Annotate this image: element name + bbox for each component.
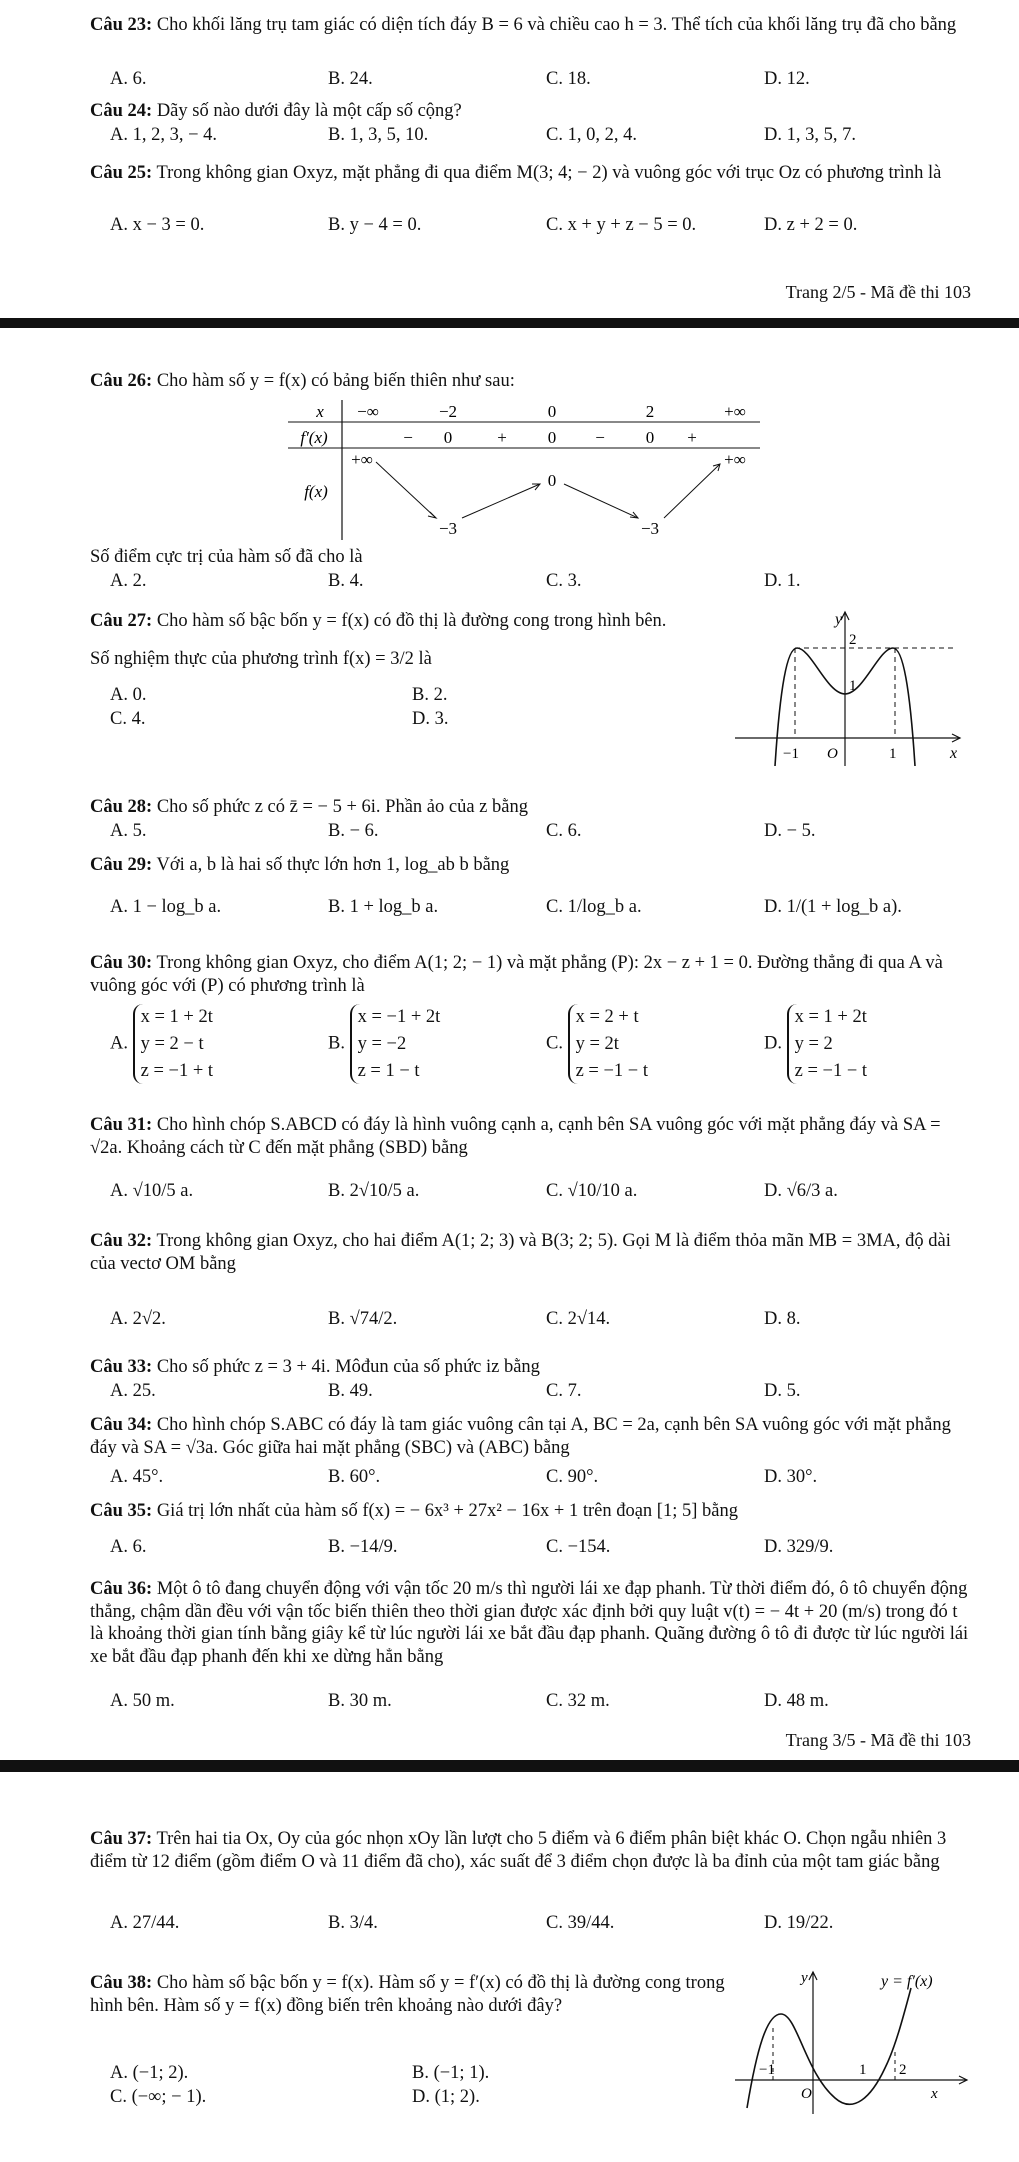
table-x-value: −2 <box>438 402 458 421</box>
equation-line: y = 2t <box>575 1033 619 1054</box>
option-a: A. 1 − log_b a. <box>110 897 222 917</box>
option-d: D. 1, 3, 5, 7. <box>764 125 856 145</box>
option-b: B. − 6. <box>328 821 379 841</box>
question-text: Trong không gian Oxyz, mặt phẳng đi qua điểm M(3; 4; − 2) và vuông góc với trục Oz có phương trình là <box>156 163 942 183</box>
option-b: B. 2√10/5 a. <box>328 1181 420 1201</box>
question-35 <box>90 1500 970 1523</box>
graph-tick: −1 <box>783 746 799 762</box>
option-c: C. (−∞; − 1). <box>110 2087 207 2107</box>
table-f-value: +∞ <box>351 450 373 469</box>
table-sign: + <box>687 428 697 447</box>
question-text: Dãy số nào dưới đây là một cấp số cộng? <box>156 101 462 121</box>
table-sign: 0 <box>645 428 655 447</box>
option-a: A. 0. <box>110 685 147 705</box>
question-text: Cho hàm số bậc bốn y = f(x) có đồ thị là đường cong trong hình bên. <box>156 611 667 631</box>
question-text: Cho hình chóp S.ABCD có đáy là hình vuông cạnh a, cạnh bên SA vuông góc với mặt phẳng đáy và SA = √2a. Khoảng cách từ C đến mặt phẳng (SBD) bằng <box>90 1115 941 1158</box>
question-text: Cho số phức z = 3 + 4i. Môđun của số phức iz bằng <box>156 1357 540 1377</box>
question-text: Cho số phức z có z̄ = − 5 + 6i. Phần ảo của z bằng <box>156 797 528 817</box>
option-d: D. 30°. <box>764 1467 818 1487</box>
equation-line: x = 2 + t <box>575 1007 639 1027</box>
option-b: B. √74/2. <box>328 1309 398 1329</box>
question-23 <box>90 14 970 37</box>
table-f-value: 0 <box>547 471 557 490</box>
variation-table <box>280 400 760 540</box>
option-b: B. 30 m. <box>328 1691 392 1711</box>
question-text: Giá trị lớn nhất của hàm số f(x) = − 6x³ + 27x² − 16x + 1 trên đoạn [1; 5] bằng <box>156 1501 738 1521</box>
question-29 <box>90 854 970 877</box>
option-a: A. 6. <box>110 69 147 89</box>
option-c: C. 32 m. <box>546 1691 610 1711</box>
graph-tick: 1 <box>889 746 897 762</box>
option-a: A. 1, 2, 3, − 4. <box>110 125 218 145</box>
question-label: Câu 25: <box>90 163 153 183</box>
question-38 <box>90 1972 740 2017</box>
question-label: Câu 36: <box>90 1579 153 1599</box>
option-c: C. √10/10 a. <box>546 1181 638 1201</box>
question-text: Một ô tô đang chuyển động với vận tốc 20 m/s thì người lái xe đạp phanh. Từ thời điểm đó, ô tô chuyển động thẳng, chậm dần đều với vận tốc biến thiên theo thời gian được xác định bởi quy luật v(t) = − 4t + 20 (m/s) trong đó t là khoảng thời gian tính bằng giây kể từ lúc người lái xe bắt đầu đạp phanh. Quãng đường ô tô đi được từ lúc người lái xe bắt đầu đạp phanh đến khi xe dừng hẳn bằng <box>90 1579 969 1667</box>
option-c: C. x + y + z − 5 = 0. <box>546 215 697 235</box>
table-row-fp-label: f′(x) <box>300 428 328 447</box>
option-c <box>546 1004 648 1084</box>
graph-y-label: y <box>835 611 843 628</box>
option-b: B. 60°. <box>328 1467 381 1487</box>
equation-line: y = 2 <box>794 1033 833 1054</box>
question-label: Câu 28: <box>90 797 153 817</box>
option-a: A. 2. <box>110 571 147 591</box>
question-34 <box>90 1414 970 1459</box>
table-x-value: 2 <box>645 402 655 421</box>
table-x-value: +∞ <box>724 402 746 421</box>
graph-tick: 1 <box>849 678 857 694</box>
option-letter: D. <box>764 1033 782 1054</box>
option-b: B. 49. <box>328 1381 373 1401</box>
option-c: C. 4. <box>110 709 146 729</box>
option-d: D. 8. <box>764 1309 801 1329</box>
option-c: C. 1/log_b a. <box>546 897 642 917</box>
option-a: A. 45°. <box>110 1467 164 1487</box>
option-d: D. 48 m. <box>764 1691 829 1711</box>
table-row-x-label: x <box>316 402 324 421</box>
question-text: Trong không gian Oxyz, cho điểm A(1; 2; − 1) và mặt phẳng (P): 2x − z + 1 = 0. Đường thẳng đi qua A và vuông góc với (P) có phương trình là <box>90 953 943 996</box>
option-b: B. 3/4. <box>328 1913 378 1933</box>
option-b: B. 4. <box>328 571 364 591</box>
page-separator <box>0 318 1019 328</box>
question-26-prompt: Số điểm cực trị của hàm số đã cho là <box>90 547 363 567</box>
option-c: C. −154. <box>546 1537 611 1557</box>
option-letter: A. <box>110 1033 128 1054</box>
question-text: Với a, b là hai số thực lớn hơn 1, log_ab b bằng <box>156 855 510 875</box>
equation-system <box>568 1004 648 1084</box>
question-text: Trong không gian Oxyz, cho hai điểm A(1; 2; 3) và B(3; 2; 5). Gọi M là điểm thỏa mãn MB = 3MA, độ dài của vectơ OM bằng <box>90 1231 951 1274</box>
question-36 <box>90 1578 970 1668</box>
question-33 <box>90 1356 970 1379</box>
question-27 <box>90 610 750 633</box>
table-x-value: 0 <box>547 402 557 421</box>
option-a: A. 27/44. <box>110 1913 180 1933</box>
option-c: C. 6. <box>546 821 582 841</box>
question-label: Câu 31: <box>90 1115 153 1135</box>
question-31 <box>90 1114 970 1159</box>
option-letter: C. <box>546 1033 563 1054</box>
equation-system <box>133 1004 213 1084</box>
question-28 <box>90 796 970 819</box>
page-footer: Trang 3/5 - Mã đề thi 103 <box>785 1730 971 1750</box>
option-a: A. (−1; 2). <box>110 2063 189 2083</box>
option-d: D. √6/3 a. <box>764 1181 838 1201</box>
option-b: B. 1, 3, 5, 10. <box>328 125 429 145</box>
equation-line: z = −1 − t <box>575 1060 648 1081</box>
table-sign: − <box>595 428 605 447</box>
table-sign: 0 <box>443 428 453 447</box>
question-label: Câu 27: <box>90 611 153 631</box>
equation-line: z = −1 − t <box>794 1060 868 1081</box>
equation-line: y = 2 − t <box>140 1033 204 1054</box>
option-d <box>764 1004 867 1084</box>
question-32 <box>90 1230 970 1275</box>
table-f-value: −3 <box>438 519 458 538</box>
page-4 <box>0 1772 1019 2162</box>
option-d: D. 1/(1 + log_b a). <box>764 897 902 917</box>
option-d: D. − 5. <box>764 821 816 841</box>
option-a: A. 2√2. <box>110 1309 166 1329</box>
question-text: Cho khối lăng trụ tam giác có diện tích đáy B = 6 và chiều cao h = 3. Thể tích của khối lăng trụ đã cho bằng <box>156 15 957 35</box>
graph-y-label: y <box>801 1970 808 1986</box>
question-label: Câu 35: <box>90 1501 153 1521</box>
equation-line: x = 1 + 2t <box>794 1007 867 1027</box>
option-c: C. 90°. <box>546 1467 599 1487</box>
option-d: D. 1. <box>764 571 801 591</box>
question-30 <box>90 952 970 997</box>
question-text: Cho hình chóp S.ABC có đáy là tam giác vuông cân tại A, BC = 2a, cạnh bên SA vuông góc với mặt phẳng đáy và SA = √3a. Góc giữa hai mặt phẳng (SBC) và (ABC) bằng <box>90 1415 951 1458</box>
question-label: Câu 30: <box>90 953 153 973</box>
table-sign: + <box>497 428 507 447</box>
option-d: D. (1; 2). <box>412 2087 480 2107</box>
graph-tick: 1 <box>859 2062 867 2078</box>
option-d: D. 3. <box>412 709 449 729</box>
option-c: C. 2√14. <box>546 1309 611 1329</box>
option-a: A. √10/5 a. <box>110 1181 194 1201</box>
graph-tick: −1 <box>759 2062 775 2078</box>
question-text: Cho hàm số bậc bốn y = f(x). Hàm số y = f′(x) có đồ thị là đường cong trong hình bên. Hàm số y = f(x) đồng biến trên khoảng nào dưới đây? <box>90 1973 725 2016</box>
graph-tick: 2 <box>899 2062 907 2078</box>
question-text: Cho hàm số y = f(x) có bảng biến thiên như sau: <box>156 371 515 391</box>
question-27-line2: Số nghiệm thực của phương trình f(x) = 3/2 là <box>90 649 432 669</box>
page-separator <box>0 1760 1019 1772</box>
table-sign: 0 <box>547 428 557 447</box>
equation-line: z = 1 − t <box>357 1060 420 1081</box>
option-d: D. 19/22. <box>764 1913 834 1933</box>
option-b: B. −14/9. <box>328 1537 398 1557</box>
equation-line: x = −1 + 2t <box>357 1007 441 1027</box>
table-x-value: −∞ <box>357 402 379 421</box>
table-f-value: +∞ <box>724 450 746 469</box>
page-2 <box>0 0 1019 318</box>
option-c: C. 3. <box>546 571 582 591</box>
graph-tick: O <box>827 746 838 762</box>
option-c: C. 39/44. <box>546 1913 615 1933</box>
option-letter: B. <box>328 1033 345 1054</box>
option-d: D. 12. <box>764 69 810 89</box>
question-label: Câu 34: <box>90 1415 153 1435</box>
option-b: B. 2. <box>412 685 448 705</box>
question-label: Câu 23: <box>90 15 153 35</box>
option-a: A. 5. <box>110 821 147 841</box>
equation-line: x = 1 + 2t <box>140 1007 213 1027</box>
equation-line: z = −1 + t <box>140 1060 214 1081</box>
question-label: Câu 24: <box>90 101 153 121</box>
question-text: Trên hai tia Ox, Oy của góc nhọn xOy lần lượt cho 5 điểm và 6 điểm phân biệt khác O. Chọn ngẫu nhiên 3 điểm từ 12 điểm (gồm điểm O và 11 điểm đã cho), xác suất để 3 điểm chọn được là ba đỉnh của một tam giác bằng <box>90 1829 947 1872</box>
question-25 <box>90 162 970 185</box>
equation-system <box>787 1004 867 1084</box>
question-37 <box>90 1828 970 1873</box>
option-d: D. 329/9. <box>764 1537 834 1557</box>
table-row-f-label: f(x) <box>304 482 328 501</box>
option-c: C. 1, 0, 2, 4. <box>546 125 637 145</box>
equation-system <box>350 1004 441 1084</box>
graph-x-label: x <box>931 2086 938 2102</box>
question-label: Câu 38: <box>90 1973 153 1993</box>
graph-tick: 2 <box>849 632 857 648</box>
option-b: B. y − 4 = 0. <box>328 215 422 235</box>
graph-tick: O <box>801 2086 812 2102</box>
question-label: Câu 33: <box>90 1357 153 1377</box>
graph-x-label: x <box>950 745 958 762</box>
page-footer: Trang 2/5 - Mã đề thi 103 <box>785 282 971 302</box>
question-label: Câu 26: <box>90 371 153 391</box>
quartic-graph <box>735 608 965 768</box>
option-c: C. 7. <box>546 1381 582 1401</box>
page-3 <box>0 328 1019 1760</box>
option-b: B. 1 + log_b a. <box>328 897 439 917</box>
table-f-value: −3 <box>640 519 660 538</box>
option-b <box>328 1004 440 1084</box>
equation-line: y = −2 <box>357 1033 407 1054</box>
option-a: A. 50 m. <box>110 1691 175 1711</box>
question-label: Câu 32: <box>90 1231 153 1251</box>
option-a: A. 6. <box>110 1537 147 1557</box>
graph-curve-label: y = f′(x) <box>881 1973 933 1990</box>
question-label: Câu 37: <box>90 1829 153 1849</box>
table-sign: − <box>403 428 413 447</box>
option-c: C. 18. <box>546 69 591 89</box>
derivative-graph <box>735 1968 975 2118</box>
option-b: B. (−1; 1). <box>412 2063 490 2083</box>
option-a: A. x − 3 = 0. <box>110 215 205 235</box>
option-b: B. 24. <box>328 69 373 89</box>
question-label: Câu 29: <box>90 855 153 875</box>
option-a <box>110 1004 213 1084</box>
option-a: A. 25. <box>110 1381 156 1401</box>
option-d: D. 5. <box>764 1381 801 1401</box>
question-24 <box>90 100 970 123</box>
question-26 <box>90 370 970 393</box>
option-d: D. z + 2 = 0. <box>764 215 858 235</box>
